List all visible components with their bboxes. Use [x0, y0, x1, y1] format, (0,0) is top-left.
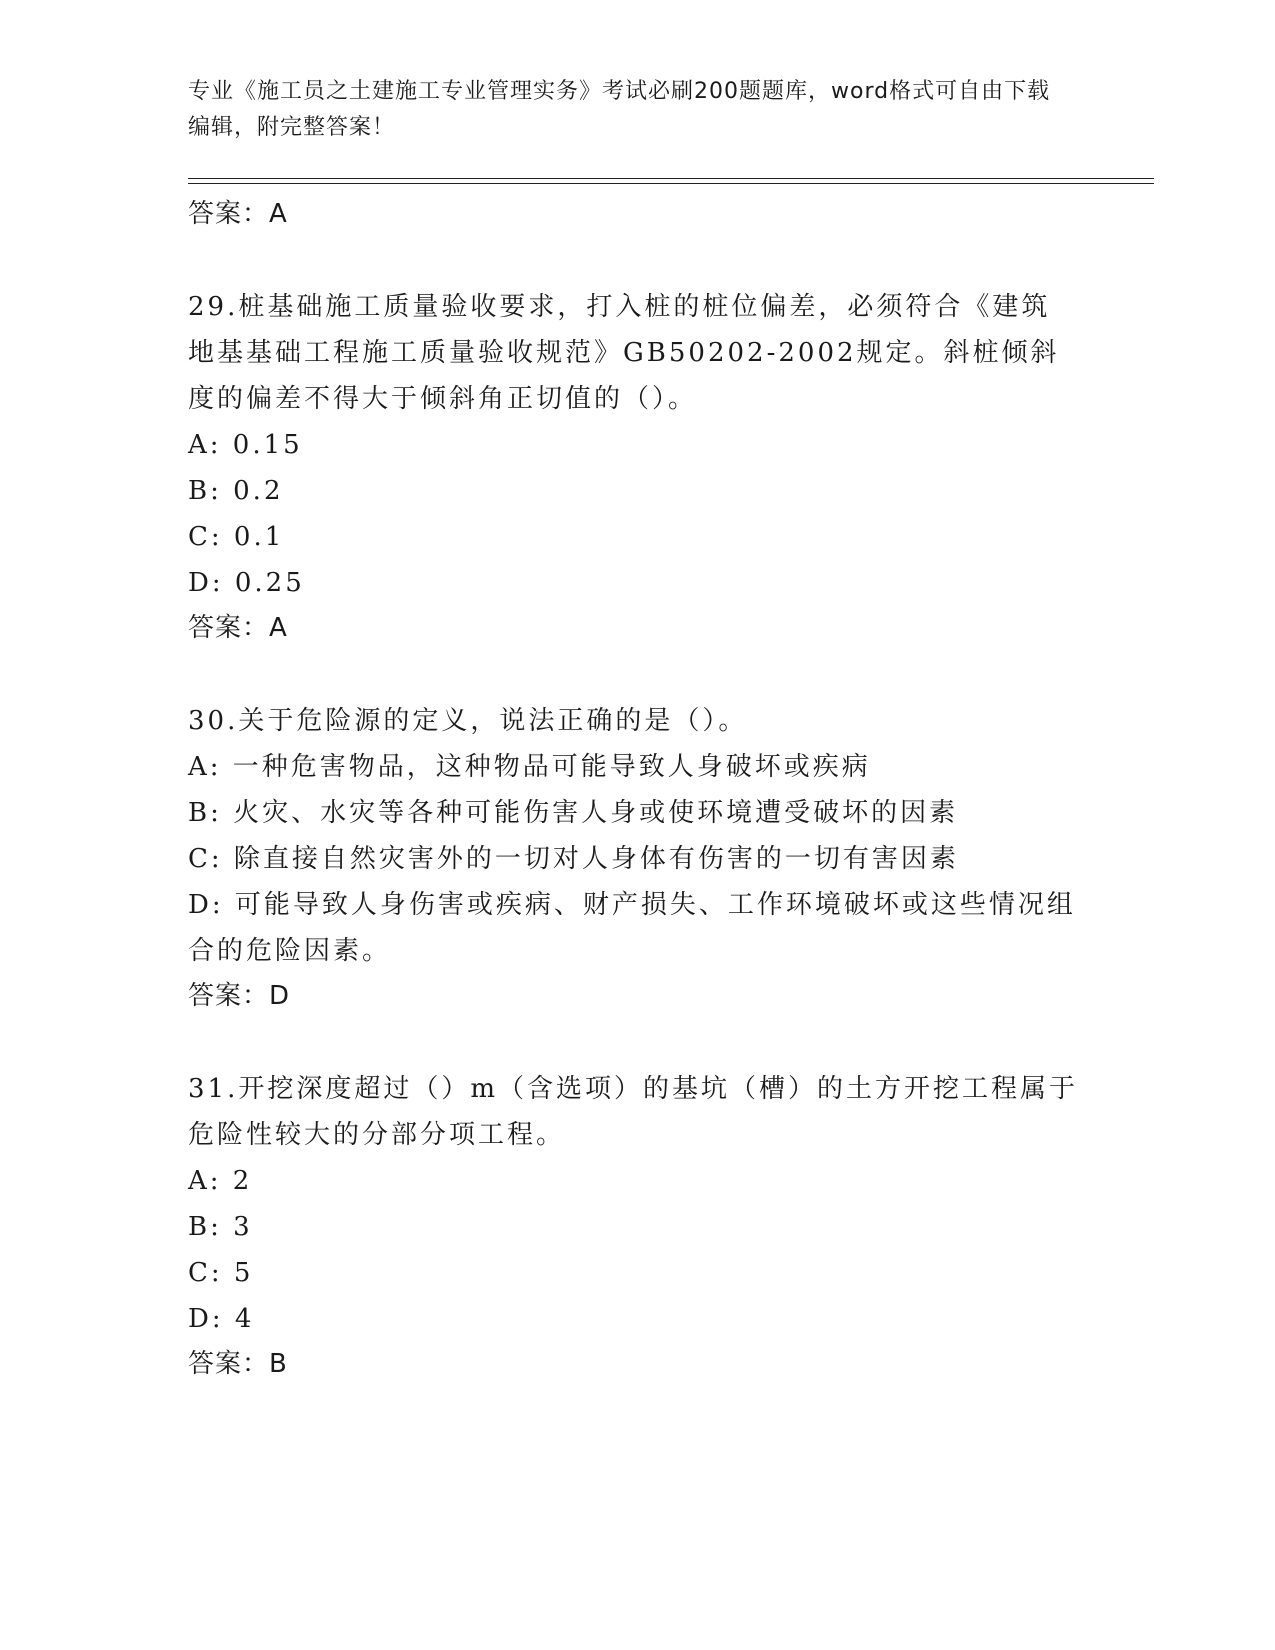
answer-label: 答案：A	[188, 613, 288, 643]
answer-label: 答案：D	[188, 981, 291, 1011]
header-divider-bottom	[188, 183, 1154, 184]
option-b: B: 火灾、水灾等各种可能伤害人身或使环境遭受破坏的因素	[188, 798, 959, 828]
option-d: D: 可能导致人身伤害或疾病、财产损失、工作环境破坏或这些情况组合的危险因素。	[188, 890, 1076, 966]
option-c: C: 0.1	[188, 522, 285, 552]
answer-label: 答案：B	[188, 1349, 288, 1379]
document-header: 专业《施工员之土建施工专业管理实务》考试必刷200题题库，word格式可自由下载编辑，附完整答案！	[188, 79, 1051, 140]
option-b: B: 0.2	[188, 476, 284, 506]
answer-label: 答案：A	[188, 199, 288, 229]
question-30	[188, 698, 1088, 1018]
header-divider-top	[188, 178, 1154, 179]
question-29	[188, 284, 1088, 650]
question-list	[188, 192, 1088, 1386]
question-text: 30.关于危险源的定义，说法正确的是（）。	[188, 706, 748, 736]
option-a: A: 2	[188, 1166, 253, 1196]
question-text: 29.桩基础施工质量验收要求，打入桩的桩位偏差，必须符合《建筑地基基础工程施工质量验收规范》GB50202-2002规定。斜桩倾斜度的偏差不得大于倾斜角正切值的（）。	[188, 292, 1060, 414]
option-d: D: 4	[188, 1304, 255, 1334]
question-text: 31.开挖深度超过（）m（含选项）的基坑（槽）的土方开挖工程属于危险性较大的分部分项工程。	[188, 1074, 1079, 1150]
option-a: A: 一种危害物品，这种物品可能导致人身破坏或疾病	[188, 752, 871, 782]
option-d: D: 0.25	[188, 568, 305, 598]
option-c: C: 5	[188, 1258, 254, 1288]
option-c: C: 除直接自然灾害外的一切对人身体有伤害的一切有害因素	[188, 844, 959, 874]
question-31	[188, 1066, 1088, 1386]
option-a: A: 0.15	[188, 430, 303, 460]
option-b: B: 3	[188, 1212, 253, 1242]
